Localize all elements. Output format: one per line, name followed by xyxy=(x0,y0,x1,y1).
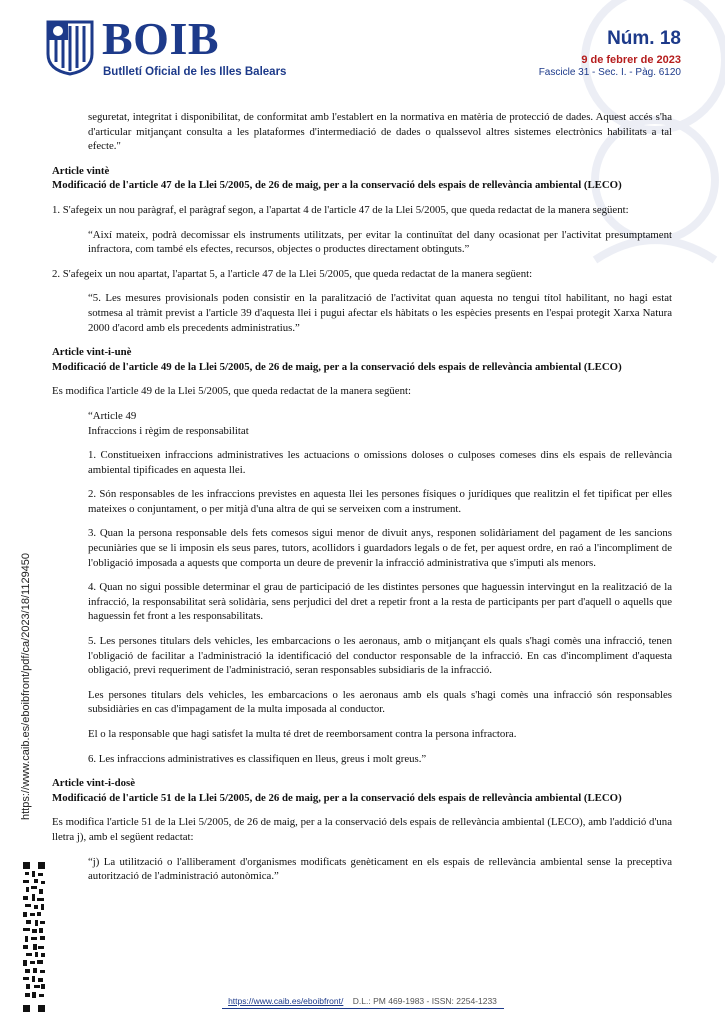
paragraph: seguretat, integritat i disponibilitat, de conformitat amb l'establert en la normativa en matèria de protecció de dades. Aquest accés s'ha d'articular mitjançant consulta a les plataformes d'intermediació de dades o qualssevol altres sistemes electrònics habilitats a tal efecte." xyxy=(88,111,672,153)
quote-article-number: “Article 49 xyxy=(88,409,137,422)
page-footer xyxy=(0,996,725,1006)
quote-paragraph: 1. Constitueixen infraccions administratives les actuacions o omissions doloses o culposes comeses dins els espais de rellevància ambiental tipificades en aquesta llei. xyxy=(88,449,672,476)
quote-paragraph: Les persones titulars dels vehicles, les embarcacions o les aeronaus amb els quals s'hagi comès una infracció són responsables subsidiàries en cas d'impagament de la multa imposada al conductor. xyxy=(88,688,672,716)
quote-paragraph: El o la responsable que hagi satisfet la multa té dret de reemborsament contra la persona infractora. xyxy=(88,728,517,740)
article-22-heading: Modificació de l'article 51 de la Llei 5/2005, de 26 de maig, per a la conservació dels espais de rellevància ambiental (LECO) xyxy=(52,791,622,804)
quote-paragraph: 2. Són responsables de les infraccions previstes en aquesta llei les persones físiques o jurídiques que realitzin el fet tipificat per elles mateixes o conjuntament, o per mitjà d'una altra de qui se serveixen com a instrument. xyxy=(88,488,672,515)
brand-title: BOIB xyxy=(102,13,220,64)
issue-number: Núm. 18 xyxy=(607,28,681,49)
quote-paragraph: 3. Quan la persona responsable dels fets comesos sigui menor de divuit anys, responen solidàriament del pagament de les sancions pecuniàries que se li imposin els seus pares, tutors, acollidors i guardadors legals o de fet, per aquest ordre, en raó a l'incompliment de l'obligació imposada a aquests que comporta un deure de prevenir la infracció administrativa que s'imputi als menors. xyxy=(88,527,672,569)
issue-fascicle: Fascicle 31 - Sec. I. - Pàg. 6120 xyxy=(538,67,681,78)
article-20-title: Article vintè xyxy=(52,164,110,177)
footer-legal: D.L.: PM 469-1983 - ISSN: 2254-1233 xyxy=(352,996,497,1006)
quote-paragraph: “Així mateix, podrà decomissar els instruments utilitzats, per evitar la continuïtat del dany ocasionat per l'activitat presumptament infractora, com també els efectes, recursos, objectes o productes directament obtinguts.” xyxy=(88,228,672,256)
article-21-title: Article vint-i-unè xyxy=(52,346,132,359)
article-21-heading: Modificació de l'article 49 de la Llei 5/2005, de 26 de maig, per a la conservació dels espais de rellevància ambiental (LECO) xyxy=(52,360,622,373)
quote-paragraph: “5. Les mesures provisionals poden consistir en la paralització de l'activitat quan aquesta no tengui títol habilitant, no hagi estat sotmesa al tràmit previst a l'article 39 d'aquesta llei i pugui afectar els hàbitats o les espècies presents en l'espai protegit Xarxa Natura 2000 d'acord amb els precedents administratius.” xyxy=(88,292,672,334)
quote-article-heading: Infraccions i règim de responsabilitat xyxy=(88,424,249,437)
footer-link[interactable]: https://www.caib.es/eboibfront/ xyxy=(228,996,344,1006)
quote-paragraph: 4. Quan no sigui possible determinar el grau de participació de les distintes persones que haguessin intervingut en la realització de la infracció, la responsabilitat serà solidària, sens perjudici del dret a repetir front a la resta de participants per part d'aquell o aquells que haguessin fet front a les responsabilitats. xyxy=(88,581,672,623)
brand-subtitle: Butlletí Oficial de les Illes Balears xyxy=(103,66,287,78)
issue-info xyxy=(539,28,681,78)
qr-code-icon xyxy=(23,862,45,1012)
quote-paragraph: 5. Les persones titulars dels vehicles, les embarcacions o les aeronaus, amb o mitjançant els quals s'hagi comès una infracció, tenen l'obligació de facilitar a l'administració la identificació del conductor responsable de la infracció. En cas d'incompliment d'aquesta obligació, previ requeriment de l'administració, seran responsables subsidiaris de la infracció. xyxy=(88,635,672,677)
article-22-title: Article vint-i-dosè xyxy=(52,777,136,790)
quote-paragraph: “j) La utilització o l'alliberament d'organismes modificats genèticament en els espais de rellevància ambiental sense la preceptiva autorització de l'administració autonòmica.” xyxy=(88,855,672,883)
paragraph: Es modifica l'article 51 de la Llei 5/2005, de 26 de maig, per a la conservació dels espais de rellevància ambiental (LECO), amb l'addició d'una lletra j), amb el següent redactat: xyxy=(52,816,672,843)
issue-date: 9 de febrer de 2023 xyxy=(581,54,681,66)
quote-paragraph: 6. Les infraccions administratives es classifiquen en lleus, greus i molt greus.” xyxy=(88,752,427,765)
paragraph: 2. S'afegeix un nou apartat, l'apartat 5, a l'article 47 de la Llei 5/2005, que queda redactat de la manera següent: xyxy=(52,267,533,280)
side-document-url[interactable]: https://www.caib.es/eboibfront/pdf/ca/2023/18/1129450 xyxy=(20,552,32,820)
paragraph: Es modifica l'article 49 de la Llei 5/2005, que queda redactat de la manera següent: xyxy=(52,385,411,398)
paragraph: 1. S'afegeix un nou paràgraf, el paràgraf segon, a l'apartat 4 de l'article 47 de la Llei 5/2005, que queda redactat de la manera següent: xyxy=(52,203,629,216)
footer-divider xyxy=(222,1008,504,1009)
boib-logo-icon xyxy=(44,18,96,76)
document-body xyxy=(52,110,672,894)
article-20-heading: Modificació de l'article 47 de la Llei 5/2005, de 26 de maig, per a la conservació dels espais de rellevància ambiental (LECO) xyxy=(52,179,622,192)
